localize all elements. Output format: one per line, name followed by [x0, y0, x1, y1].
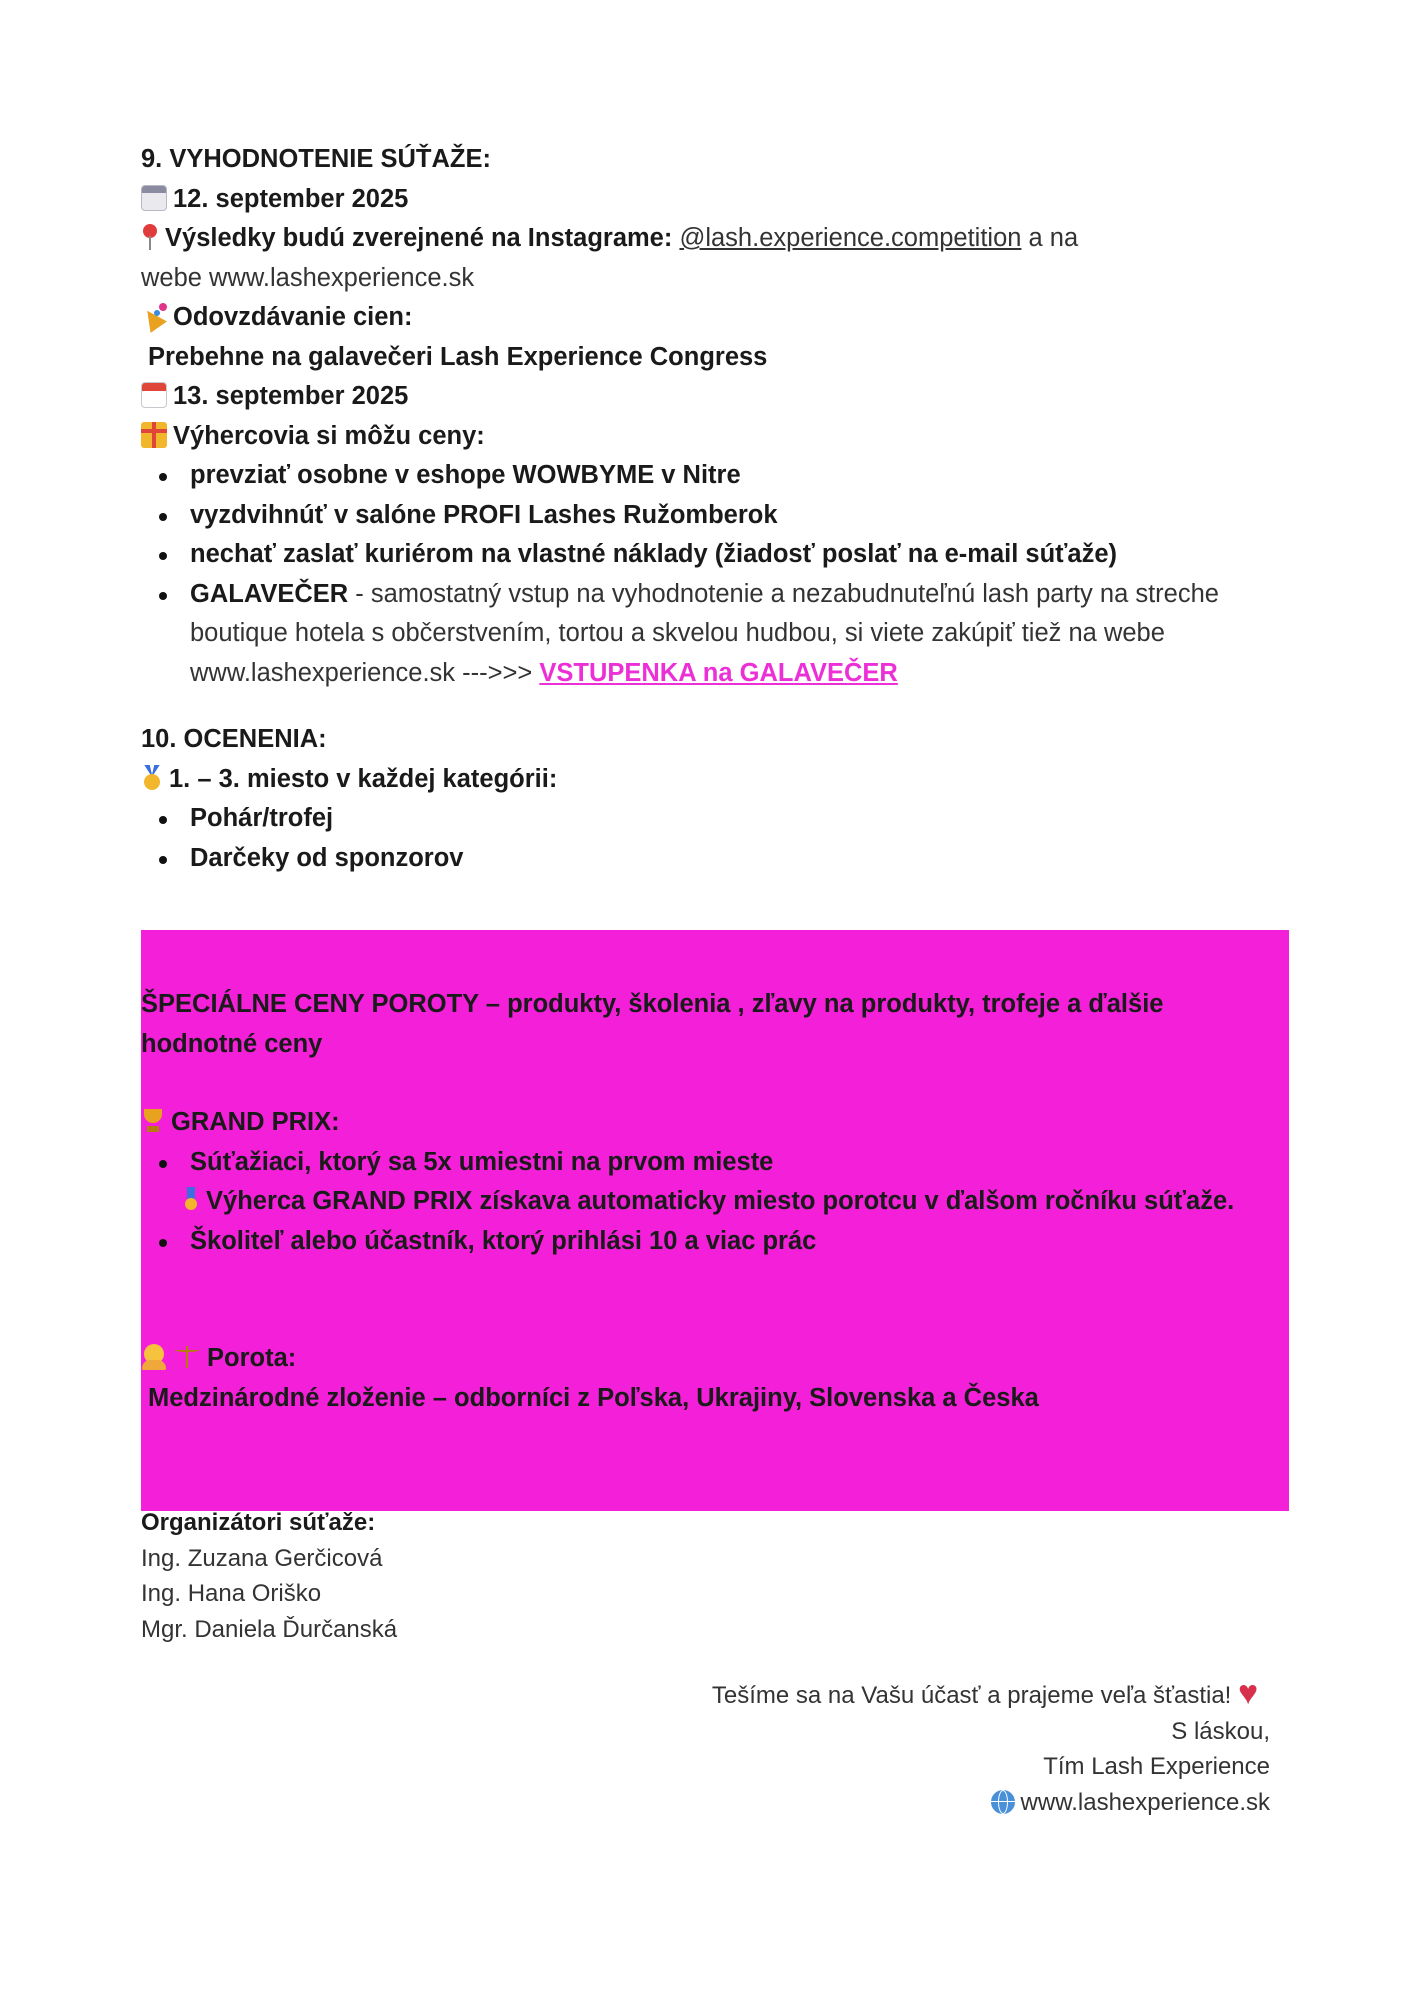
results-tail: a na [1021, 224, 1079, 252]
list-item: Darčeky od sponzorov [141, 839, 1291, 879]
globe-icon [991, 1790, 1015, 1814]
gala-ticket-link[interactable]: VSTUPENKA na GALAVEČER [539, 658, 898, 687]
award-label-line [141, 298, 1291, 338]
trophy-icon [141, 1108, 165, 1134]
evaluation-date [141, 180, 1291, 220]
closing-signature [712, 1678, 1270, 1820]
closing-line-2: S láskou, [1171, 1717, 1270, 1745]
list-item: vyzdvihnúť v salóne PROFI Lashes Ružomberok [141, 496, 1291, 536]
list-item: Pohár/trofej [141, 799, 1291, 839]
special-prizes-box [141, 930, 1289, 1511]
military-medal-icon [182, 1187, 200, 1213]
scale-icon [173, 1344, 201, 1370]
results-web: webe www.lashexperience.sk [141, 263, 475, 292]
grand-prix-line [141, 1103, 1281, 1143]
closing-text: Tešíme sa na Vašu účasť a prajeme veľa šťastia! [711, 1682, 1232, 1709]
results-line [141, 219, 1291, 259]
medal-icon [141, 765, 163, 791]
results-label: Výsledky budú zverejnené na Instagrame: [165, 224, 673, 252]
website-text[interactable]: www.lashexperience.sk [1020, 1788, 1270, 1816]
winners-label-line [141, 417, 1291, 457]
gift-icon [141, 422, 167, 448]
pin-icon [141, 224, 159, 250]
gala-date-text: 13. september 2025 [173, 382, 409, 410]
calendar-icon [141, 185, 167, 211]
winners-label: Výhercovia si môžu ceny: [173, 421, 485, 450]
organizer-name: Ing. Zuzana Gerčicová [141, 1544, 383, 1572]
person-icon [141, 1344, 167, 1370]
special-prizes-title: ŠPECIÁLNE CENY POROTY – produkty, školenia , zľavy na produkty, trofeje a ďalšie hodnotné ceny [141, 990, 1164, 1058]
awards-list [141, 799, 1291, 878]
list-item: Školiteľ alebo účastník, ktorý prihlási 10 a viac prác [141, 1222, 1281, 1262]
grand-prix-label: GRAND PRIX: [171, 1108, 340, 1136]
jury-label: Porota: [207, 1344, 297, 1372]
instagram-link[interactable]: @lash.experience.competition [679, 224, 1022, 252]
award-label: Odovzdávanie cien: [173, 303, 413, 331]
organizer-name: Mgr. Daniela Ďurčanská [141, 1615, 398, 1643]
evaluation-date-text: 12. september 2025 [173, 184, 409, 213]
gala-item [141, 575, 1291, 694]
closing-line-4 [712, 1785, 1270, 1821]
list-item: prevziať osobne v eshope WOWBYME v Nitre [141, 456, 1291, 496]
heart-icon [1238, 1681, 1264, 1707]
list-item: nechať zaslať kuriérom na vlastné náklady (žiadosť poslať na e-mail súťaže) [141, 535, 1291, 575]
list-item [141, 1143, 1281, 1222]
places-text: 1. – 3. miesto v každej kategórii: [169, 764, 558, 793]
gp-item-text: Súťažiaci, ktorý sa 5x umiestni na prvom mieste [190, 1147, 774, 1176]
gp-note [182, 1182, 1281, 1222]
section-10-heading: 10. OCENENIA: [141, 725, 327, 753]
places-line [141, 760, 1291, 800]
closing-line-1 [712, 1678, 1270, 1714]
document-page [141, 140, 1291, 878]
gala-bold: GALAVEČER [190, 579, 349, 608]
organizers [141, 1505, 397, 1647]
gp-note-text: Výherca GRAND PRIX získava automaticky miesto porotcu v ďalšom ročníku súťaže. [206, 1187, 1235, 1215]
organizer-name: Ing. Hana Oriško [141, 1580, 322, 1607]
pickup-options-list [141, 456, 1291, 693]
jury-line [141, 1339, 1281, 1379]
closing-line-3: Tím Lash Experience [1043, 1753, 1270, 1780]
grand-prix-list [141, 1143, 1281, 1262]
section-9-heading: 9. VYHODNOTENIE SÚŤAŽE: [141, 145, 491, 173]
gala-date [141, 377, 1291, 417]
party-popper-icon [141, 303, 167, 329]
jury-text: Medzinárodné zloženie – odborníci z Poľska, Ukrajiny, Slovenska a Česka [148, 1383, 1039, 1412]
organizers-label: Organizátori súťaže: [141, 1509, 376, 1536]
award-text: Prebehne na galavečeri Lash Experience Congress [148, 342, 768, 371]
gala-text: - samostatný vstup na vyhodnotenie a nezabudnuteľnú lash party na streche boutique hotela s občerstvením, tortou a skvelou hudbou, si viete zakúpiť tiež na webe www.lashexperience.sk --->>> [190, 579, 1219, 687]
date-calendar-icon [141, 382, 167, 408]
